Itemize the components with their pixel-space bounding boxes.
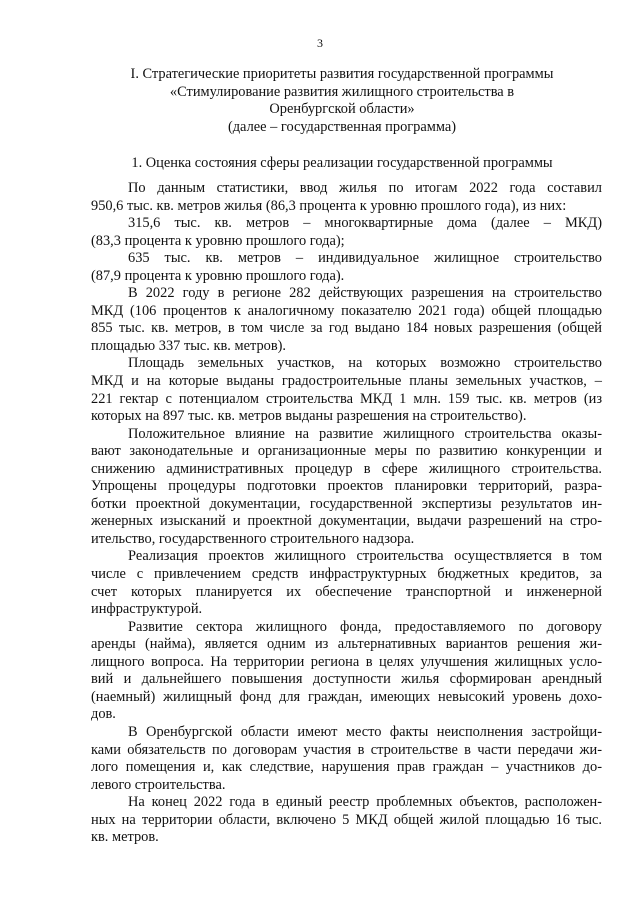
paragraph-line: кв. метров.: [91, 829, 159, 846]
paragraph: [91, 250, 602, 285]
paragraph-line: ботки проектной документации, государственной экспертизы результатов ин-: [91, 495, 602, 512]
paragraph-line: 221 гектар с потенциалом строительства МКД 1 млн. 159 тыс. кв. метров (из: [91, 390, 602, 407]
paragraph-line: инфраструктурой.: [91, 601, 203, 618]
paragraph-line: 855 тыс. кв. метров, в том числе за год выдано 184 новых разрешения (общей: [91, 320, 602, 337]
paragraph-line: снижению административных процедур в сфере жилищного строительства.: [91, 460, 602, 477]
paragraph-line: аренды (найма), является одним из альтернативных вариантов решения жи-: [91, 636, 602, 653]
paragraph-line: площадью 337 тыс. кв. метров).: [91, 337, 287, 354]
paragraph-line: На конец 2022 года в единый реестр проблемных объектов, расположен-: [128, 794, 602, 811]
paragraph-line: МКД (106 процентов к аналогичному показателю 2021 года) общей площадью: [91, 302, 602, 319]
paragraph-line: По данным статистики, ввод жилья по итогам 2022 года составил: [128, 180, 602, 196]
paragraph-line: Положительное влияние на развитие жилищного строительства оказы-: [128, 425, 602, 442]
paragraph-line: лого помещения и, как следствие, нарушения прав граждан – участников до-: [91, 759, 602, 776]
paragraph-line: лищного вопроса. На территории региона в целях улучшения жилищных усло-: [91, 653, 602, 670]
paragraph-line: Развитие сектора жилищного фонда, предоставляемого по договору: [128, 618, 602, 635]
paragraph: [91, 794, 602, 847]
paragraph-line: (87,9 процента к уровню прошлого года).: [91, 267, 345, 284]
paragraph-line: женерных изысканий и проектной документации, выдачи разрешений на стро-: [91, 513, 602, 530]
paragraph-line: ных на территории области, включено 5 МКД общей жилой площадью 16 тыс.: [91, 811, 602, 828]
paragraph-line: МКД и на которые выданы градостроительные планы земельных участков, –: [91, 373, 602, 390]
paragraph-line: вают законодательные и организационные меры по развитию конкуренции и: [91, 443, 602, 460]
paragraph-line: Реализация проектов жилищного строительства осуществляется в том: [128, 548, 602, 565]
paragraph-line: числе с привлечением средств инфраструктурных бюджетных кредитов, за: [91, 566, 602, 583]
paragraph-line: 950,6 тыс. кв. метров жилья (86,3 процента к уровню прошлого года), из них:: [91, 197, 567, 214]
title-line: «Стимулирование развития жилищного строительства в: [169, 83, 515, 100]
paragraph-line: В Оренбургской области имеют место факты неисполнения застройщи-: [128, 723, 602, 740]
paragraph: [91, 355, 602, 425]
paragraph-line: 635 тыс. кв. метров – индивидуальное жилищное строительство: [128, 250, 602, 267]
paragraph-line: которых на 897 тыс. кв. метров выданы разрешения на строительство).: [91, 408, 527, 425]
program-title: [92, 66, 592, 136]
paragraph: [91, 215, 602, 250]
paragraph-line: (наемный) жилищный фонд для граждан, имеющих невысокий уровень дохо-: [91, 688, 602, 705]
section-heading: 1. Оценка состояния сферы реализации государственной программы: [131, 155, 553, 171]
paragraph-line: В 2022 году в регионе 282 действующих разрешения на строительство: [128, 285, 602, 302]
body-text: [91, 180, 602, 847]
paragraph-line: левого строительства.: [91, 776, 226, 793]
paragraph-line: 315,6 тыс. кв. метров – многоквартирные дома (далее – МКД): [128, 215, 602, 232]
title-line: I. Стратегические приоритеты развития государственной программы: [130, 66, 554, 82]
paragraph-line: ительство, государственного строительного надзора.: [91, 530, 415, 547]
paragraph-line: ками обязательств по договорам участия в строительстве в части передачи жи-: [91, 741, 602, 758]
paragraph-line: дов.: [91, 706, 116, 723]
paragraph: [91, 426, 602, 549]
paragraph: [91, 285, 602, 355]
paragraph: [91, 548, 602, 618]
paragraph: [91, 724, 602, 794]
paragraph-line: Упрощены процедуры подготовки проектов планировки территорий, разра-: [91, 478, 602, 495]
title-line: (далее – государственная программа): [227, 118, 457, 135]
paragraph: [91, 619, 602, 724]
paragraph-line: счет которых планируется их обеспечение транспортной и инженерной: [91, 583, 602, 600]
paragraph-line: Площадь земельных участков, на которых возможно строительство: [128, 355, 602, 372]
paragraph-line: (83,3 процента к уровню прошлого года);: [91, 232, 345, 249]
paragraph: [91, 180, 602, 215]
paragraph-line: вий и дальнейшего повышения доступности жилья сформирован арендный: [91, 671, 602, 688]
page-number: 3: [317, 36, 323, 50]
title-line: Оренбургской области»: [269, 101, 415, 117]
